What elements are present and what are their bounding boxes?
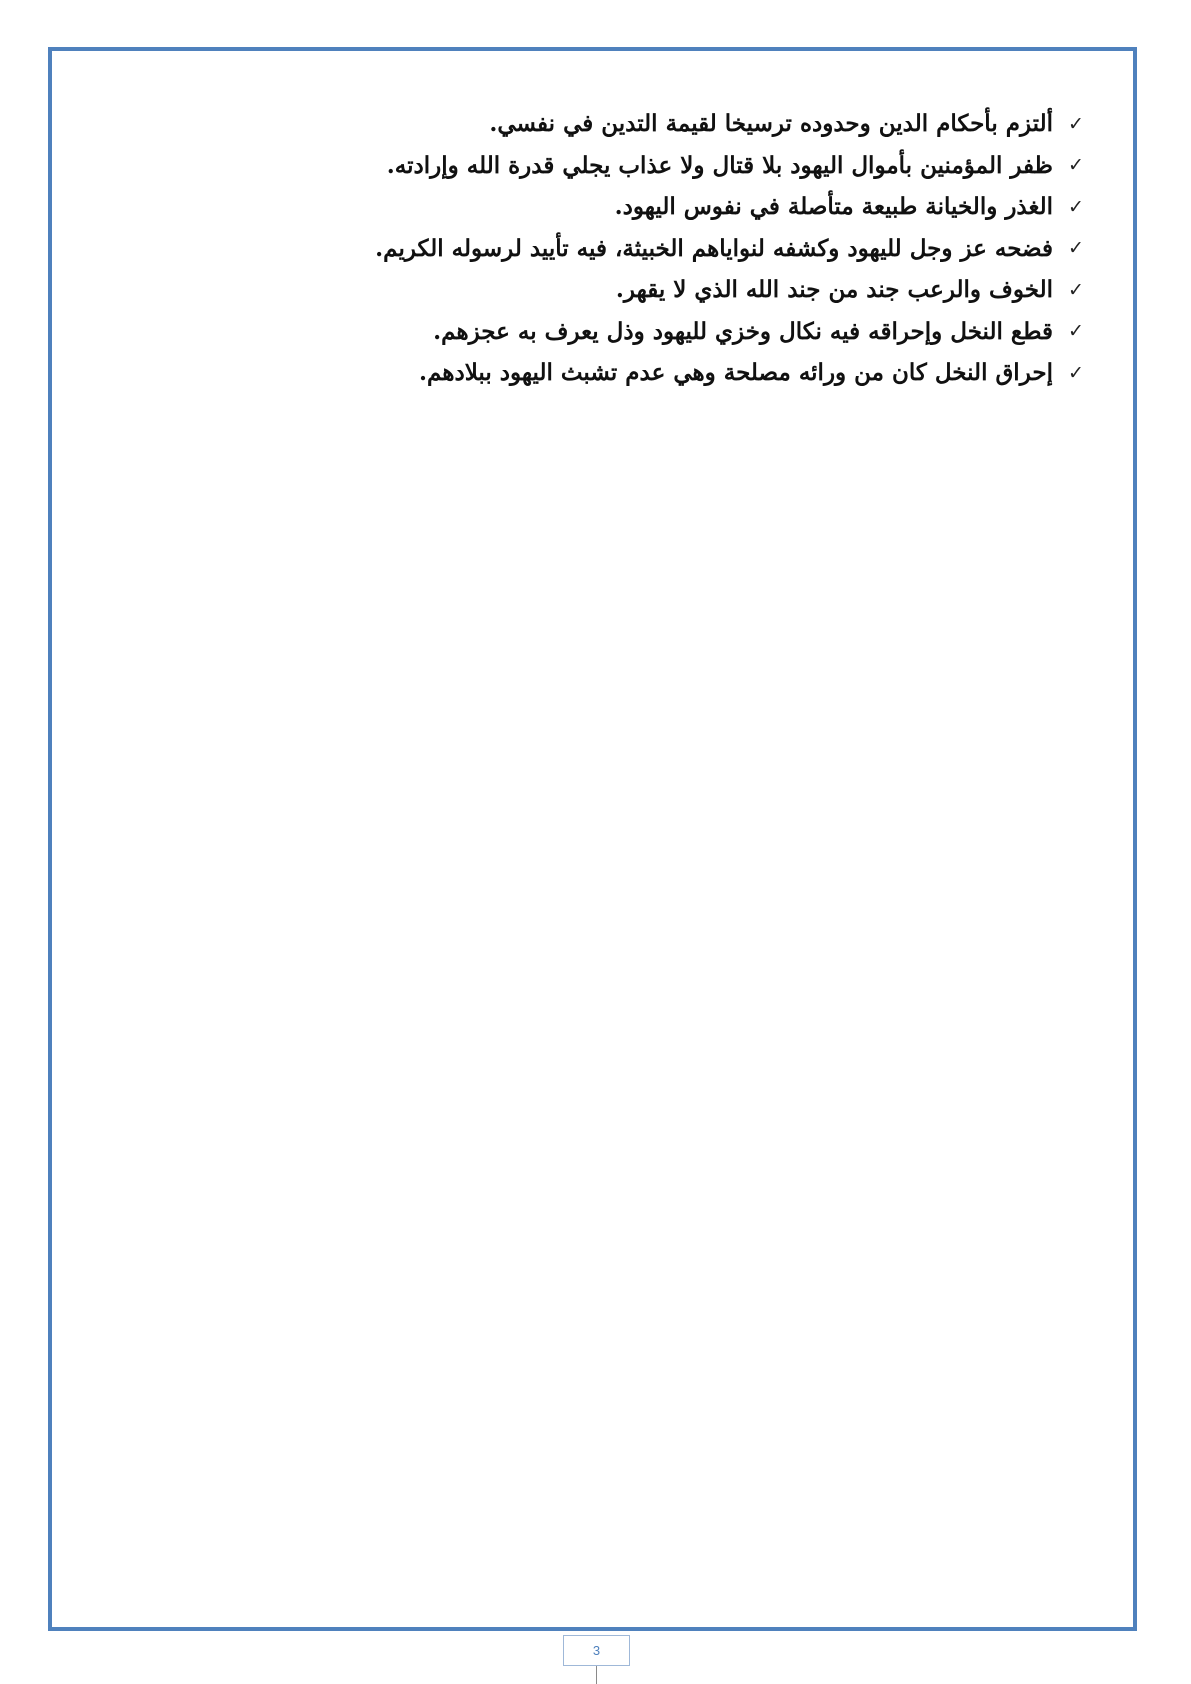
checkmark-icon: ✓ xyxy=(1068,195,1084,218)
list-item xyxy=(289,269,1089,311)
checkmark-icon: ✓ xyxy=(1068,278,1084,301)
checkmark-icon: ✓ xyxy=(1068,154,1084,177)
checkmark-icon: ✓ xyxy=(1068,361,1084,384)
footer-divider xyxy=(596,1666,597,1684)
list-item-text: فضحه عز وجل لليهود وكشفه لنواياهم الخبيثة، فيه تأييد لرسوله الكريم. xyxy=(375,234,1053,262)
checkmark-icon: ✓ xyxy=(1068,237,1084,260)
list-item xyxy=(289,145,1089,187)
list-item xyxy=(289,103,1089,145)
list-item-text: قطع النخل وإحراقه فيه نكال وخزي لليهود وذل يعرف به عجزهم. xyxy=(433,317,1053,345)
list-item-text: ظفر المؤمنين بأموال اليهود بلا قتال ولا عذاب يجلي قدرة الله وإرادته. xyxy=(386,151,1053,179)
page-number-box xyxy=(563,1635,630,1666)
list-item xyxy=(289,186,1089,228)
list-item-text: ألتزم بأحكام الدين وحدوده ترسيخا لقيمة التدين في نفسي. xyxy=(489,110,1053,138)
checkmark-icon: ✓ xyxy=(1068,320,1084,343)
list-item xyxy=(289,228,1089,270)
list-item xyxy=(289,352,1089,394)
list-item-text: الغذر والخيانة طبيعة متأصلة في نفوس اليهود. xyxy=(614,193,1053,221)
bullet-list xyxy=(289,103,1089,394)
checkmark-icon: ✓ xyxy=(1068,112,1084,135)
list-item-text: إحراق النخل كان من ورائه مصلحة وهي عدم تشبث اليهود ببلادهم. xyxy=(419,359,1053,387)
list-item xyxy=(289,311,1089,353)
page-number: 3 xyxy=(592,1643,601,1658)
list-item-text: الخوف والرعب جند من جند الله الذي لا يقهر. xyxy=(615,276,1053,304)
